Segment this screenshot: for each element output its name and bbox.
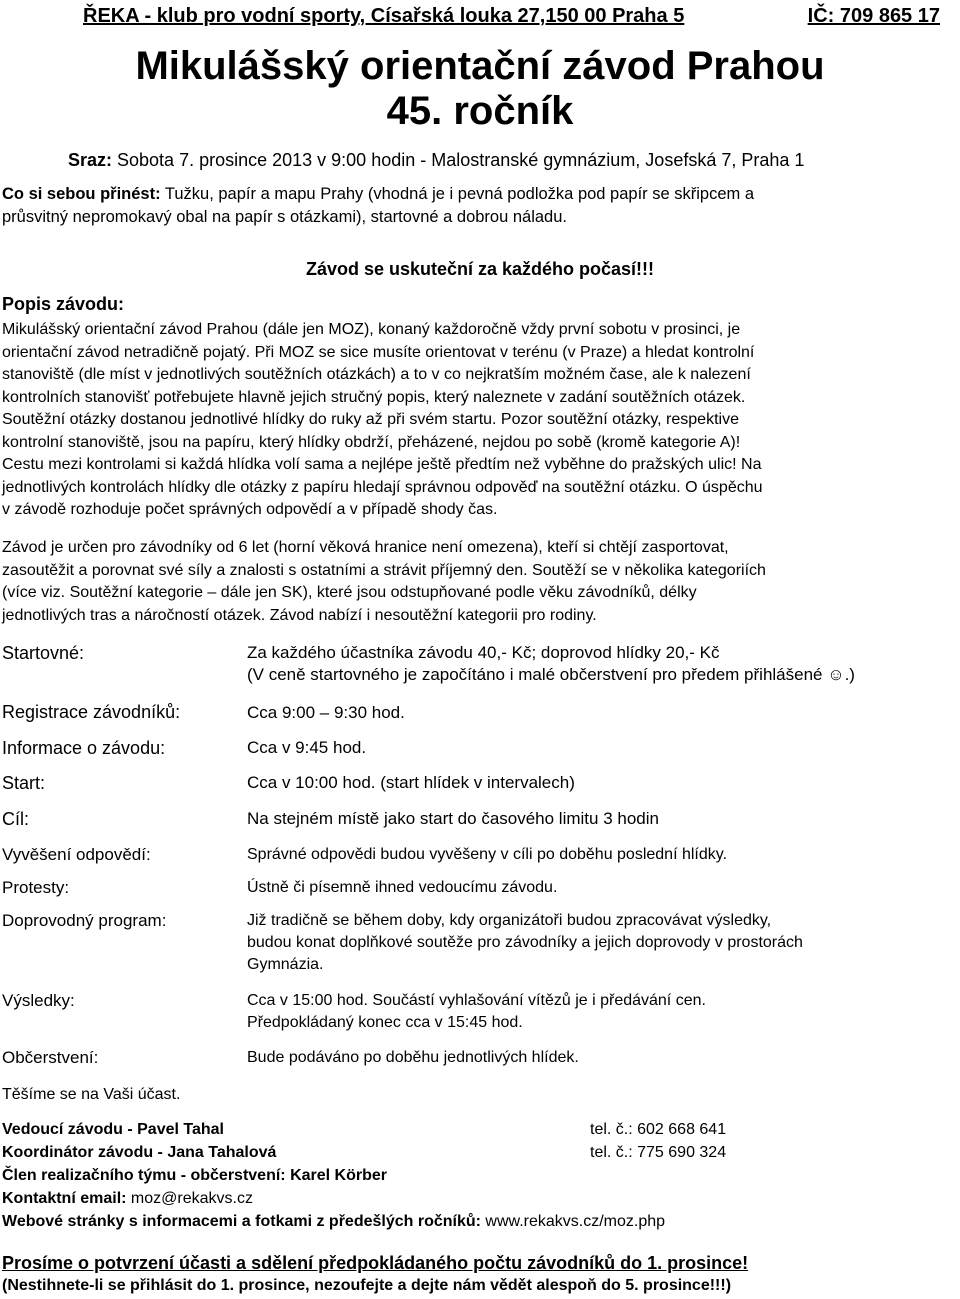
- description-line: v závodě rozhoduje počet správných odpovědí a v případě shody čas.: [2, 501, 498, 518]
- what-to-bring: [2, 183, 958, 228]
- website-label: Webové stránky s informacemi a fotkami z předešlých ročníků:: [2, 1213, 481, 1230]
- description-line: Soutěžní otázky dostanou jednotlivé hlídky do ruky až při svém startu. Pozor soutěžní otázky, respektive: [2, 411, 739, 428]
- race-coordinator-phone: tel. č.: 775 690 324: [590, 1144, 727, 1161]
- website-link[interactable]: www.rekakvs.cz/moz.php: [480, 1213, 666, 1230]
- description-line: zasoutěžit a porovnat své síly a znalosti s ostatními a strávit příjemný den. Soutěží se v několika kategoriích: [2, 561, 766, 579]
- team-member: Člen realizačního týmu - občerstvení: Karel Körber: [2, 1167, 387, 1184]
- race-info-value: Cca v 9:45 hod.: [247, 738, 367, 757]
- description-line: Mikulášský orientační závod Prahou (dále jen MOZ), konaný každoročně vždy první sobotu v prosinci, je: [2, 321, 741, 338]
- refreshments-label: Občerstvení:: [2, 1048, 99, 1067]
- description-line: orientační závod netradičně pojatý. Při MOZ se sice musíte orientovat v terénu (v Praze) a hledat kontrolní: [2, 343, 755, 361]
- entry-fee-label: Startovné:: [2, 643, 85, 663]
- description-line: jednotlivých tras a náročností otázek. Závod nabízí i nesoutěžní kategorii pro rodiny.: [2, 606, 597, 624]
- bring-label: Co si sebou přinést:: [2, 185, 161, 203]
- confirmation-request: Prosíme o potvrzení účasti a sdělení předpokládaného počtu závodníků do 1. prosince!: [2, 1253, 749, 1273]
- race-info-label: Informace o závodu:: [2, 738, 166, 758]
- refreshments-value: Bude podáváno po doběhu jednotlivých hlídek.: [247, 1049, 579, 1066]
- organization-address: ŘEKA - klub pro vodní sporty, Císařská louka 27,150 00 Praha 5: [83, 5, 685, 27]
- side-program-label: Doprovodný program:: [2, 911, 167, 930]
- meeting-label: Sraz:: [68, 150, 113, 170]
- description-line: (více viz. Soutěžní kategorie – dále jen SK), které jsou odstupňované podle věku závodníků, délky: [2, 584, 697, 601]
- description-paragraph-1: [2, 319, 958, 522]
- meeting-text: Sobota 7. prosince 2013 v 9:00 hodin - Malostranské gymnázium, Josefská 7, Praha 1: [112, 150, 805, 170]
- results-value: [247, 990, 958, 1034]
- contact-email: [2, 1188, 253, 1210]
- edition-number: 45. ročník: [386, 89, 574, 133]
- entry-fee-line-1: Za každého účastníka závodu 40,- Kč; doprovod hlídky 20,- Kč: [247, 643, 720, 662]
- description-line: Závod je určen pro závodníky od 6 let (horní věková hranice není omezena), kteří si chtějí zasportovat,: [2, 539, 729, 556]
- registration-value: Cca 9:00 – 9:30 hod.: [247, 703, 405, 722]
- description-line: kontrolní stanoviště, jsou na papíru, který hlídky obdrží, přeházené, nejdou po sobě (kromě kategorie A)!: [2, 433, 741, 451]
- email-link[interactable]: moz@rekakvs.cz: [126, 1190, 253, 1207]
- results-label: Výsledky:: [2, 991, 75, 1010]
- side-program-line: Již tradičně se během doby, kdy organizátoři budou zpracovávat výsledky,: [247, 912, 772, 929]
- description-paragraph-2: [2, 537, 958, 627]
- description-line: Cestu mezi kontrolami si každá hlídka volí sama a nejlépe ještě předtím než vyběhne do pražských ulic! Na: [2, 456, 762, 473]
- results-line-1: Cca v 15:00 hod. Součástí vyhlašování vítězů je i předávání cen.: [247, 992, 706, 1009]
- finish-value: Na stejném místě jako start do časového limitu 3 hodin: [247, 809, 659, 828]
- entry-fee-value: [247, 642, 958, 686]
- weather-notice: Závod se uskuteční za každého počasí!!!: [305, 259, 655, 279]
- closing-greeting: Těšíme se na Vaši účast.: [2, 1086, 181, 1103]
- race-coordinator: Koordinátor závodu - Jana Tahalová: [2, 1144, 277, 1161]
- email-label: Kontaktní email:: [2, 1190, 127, 1207]
- answers-posting-value: Správné odpovědi budou vyvěšeny v cíli po doběhu poslední hlídky.: [247, 846, 728, 863]
- race-director-phone: tel. č.: 602 668 641: [590, 1121, 727, 1138]
- document-header: [83, 4, 940, 28]
- start-label: Start:: [2, 773, 46, 793]
- registration-label: Registrace závodníků:: [2, 702, 181, 722]
- side-program-line: Gymnázia.: [247, 956, 324, 973]
- website-info: [2, 1211, 665, 1233]
- bring-line-1: Tužku, papír a mapu Prahy (vhodná je i pevná podložka pod papír se skřipcem a: [160, 185, 755, 203]
- description-line: stanoviště (dle míst v jednotlivých soutěžních otázkách) a to v co nejkratším možném čase, ale k nalezení: [2, 366, 751, 383]
- results-line-2: Předpokládaný konec cca v 15:45 hod.: [247, 1014, 523, 1031]
- finish-label: Cíl:: [2, 809, 29, 829]
- late-registration-note: (Nestihnete-li se přihlásit do 1. prosince, nezoufejte a dejte nám vědět alespoň do 5. prosince!!!): [2, 1277, 732, 1294]
- answers-posting-label: Vyvěšení odpovědí:: [2, 845, 151, 864]
- entry-fee-line-2: (V ceně startovného je započítáno i malé občerstvení pro předem přihlášené ☺.): [247, 665, 855, 684]
- race-director: Vedoucí závodu - Pavel Tahal: [2, 1121, 224, 1138]
- description-heading: Popis závodu:: [2, 294, 125, 314]
- bring-line-2: průsvitný nepromokavý obal na papír s otázkami), startovné a dobrou náladu.: [2, 207, 567, 226]
- description-line: kontrolních stanovišť potřebujete hlavně jejich stručný popis, který naleznete v zadání soutěžních otázek.: [2, 388, 746, 406]
- company-id: IČ: 709 865 17: [807, 5, 940, 27]
- start-value: Cca v 10:00 hod. (start hlídek v intervalech): [247, 773, 575, 792]
- side-program-line: budou konat doplňkové soutěže pro závodníky a jejich doprovody v prostorách: [247, 934, 803, 951]
- description-line: jednotlivých kontrolách hlídky dle otázky z papíru hledají správnou odpověď na soutěžní otázku. O úspěchu: [2, 478, 763, 496]
- protests-value: Ústně či písemně ihned vedoucímu závodu.: [247, 879, 558, 896]
- side-program-value: [247, 910, 958, 976]
- protests-label: Protesty:: [2, 878, 70, 897]
- document-title: Mikulášský orientační závod Prahou: [135, 44, 825, 88]
- meeting-info: [68, 149, 804, 171]
